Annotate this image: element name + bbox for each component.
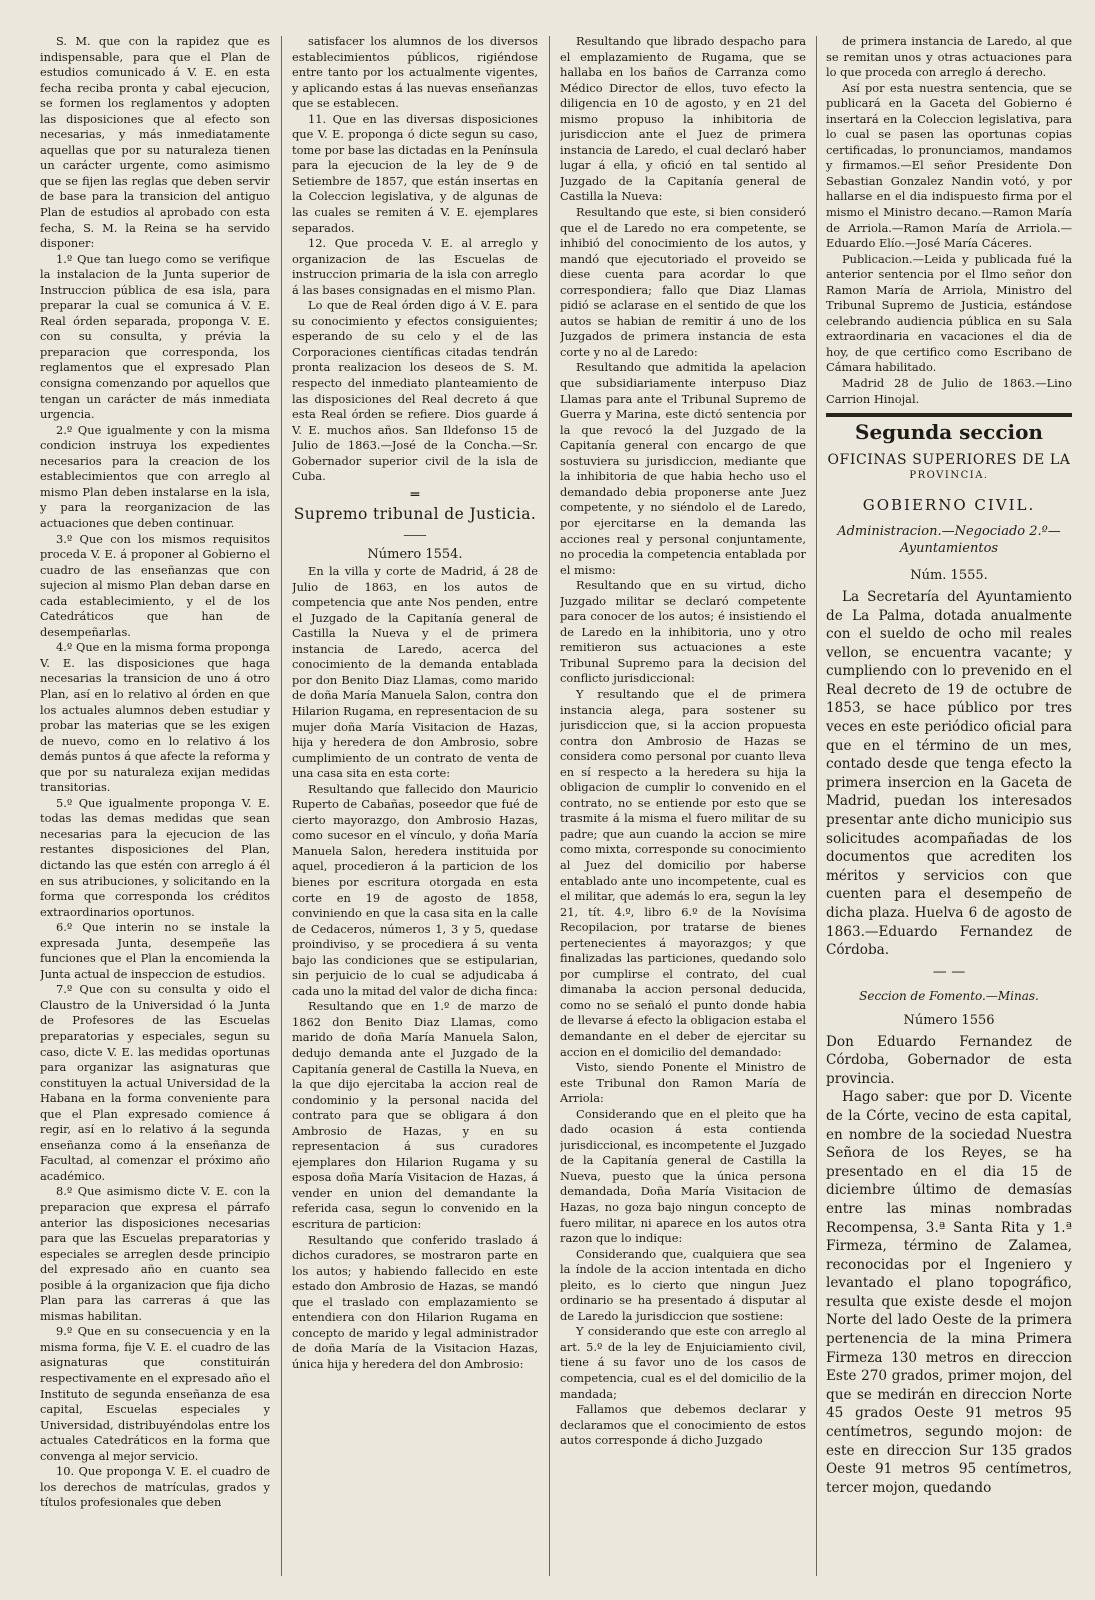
- paragraph: Fallamos que debemos declarar y declaramos que el conocimiento de estos autos corresponde á dicho Juzgado: [560, 1402, 806, 1448]
- paragraph: 2.º Que igualmente y con la misma condicion instruya los expedientes necesarios para la creacion de los establecimientos que con arreglo al mismo Plan deben instalarse en la isla, y para la reorganizacion de las actuaciones que deben continuar.: [40, 422, 270, 530]
- paragraph: Visto, siendo Ponente el Ministro de este Tribunal don Ramon María de Arriola:: [560, 1060, 806, 1106]
- paragraph: S. M. que con la rapidez que es indispensable, para que el Plan de estudios comunicado á V. E. en esta fecha reciba pronta y cabal ejecucion, se formen los reglamentos y adopten las disposiciones que al efecto son necesarias, y más inmediatamente aquellas que por su naturaleza tienen un carácter urgente, como asimismo que se fijen las reglas que deben servir de base para la transicion del antiguo Plan de estudios al aprobado con esta fecha, S. M. la Reina se ha servido disponer:: [40, 34, 270, 251]
- segunda-seccion-heading: Segunda seccion: [855, 420, 1043, 445]
- column-4: [826, 34, 1072, 1580]
- paragraph: Resultando que este, si bien consideró que el de Laredo no era competente, se inhibió del conocimiento de los autos, y mandó que ejecutoriado el proveido se diese cuenta para acordar lo que correspondiera; fallo que Diaz Llamas pidió se aclarase en el sentido de que los autos se habian de remitir á uno de los Juzgados de primera instancia de esta corte y no al de Laredo:: [560, 205, 806, 359]
- paragraph: Don Eduardo Fernandez de Córdoba, Gobernador de esta provincia.: [826, 1033, 1072, 1087]
- paragraph: Y resultando que el de primera instancia alega, para sostener su jurisdiccion que, si la accion propuesta contra don Ambrosio de Hazas se considera como personal por cuanto lleva en sí respecto a la heredera su hija la obligacion de cumplir lo convenido en el contrato, no se entiende por esto que se trasmite á la misma el fuero militar de su padre; que aun cuando la accion se mire como mixta, corresponde su conocimiento al Juez del domicilio por haberse entablado ante uno incompetente, cual es el militar, que además lo era, segun la ley 21, tít. 4.º, libro 6.º de la Novísima Recopilacion, por tratarse de bienes pertenecientes á mayorazgos; y que finalizadas las particiones, quedando solo por cumplirse el contrato, del cual dimanaba la accion personal deducida, como no se señaló el punto donde habia de llevarse á efecto la obligacion estaba el demandante en el deber de ejercitar su accion en el domicilio del demandado:: [560, 686, 806, 1059]
- column-divider: [816, 36, 817, 1576]
- paragraph: Así por esta nuestra sentencia, que se publicará en la Gaceta del Gobierno é insertará en la Coleccion legislativa, para lo cual se pasen las oportunas copias certificadas, lo pronunciamos, mandamos y firmamos.—El señor Presidente Don Sebastian Gonzalez Nandin votó, y por hallarse en el dia indispuesto firma por el mismo el Ministro decano.—Ramon María de Arriola.—Ramon María de Arriola.—Eduardo Elío.—José María Cáceres.: [826, 80, 1072, 251]
- ornament-divider: ═: [410, 486, 420, 503]
- paragraph: 8.º Que asimismo dicte V. E. con la preparacion que expresa el párrafo anterior las disposiciones necesarias para que las Escuelas preparatorias y especiales se arreglen desde principio del expresado año en cuanto sea posible á la organizacion que fija dicho Plan para las carreras á que las mismas habilitan.: [40, 1184, 270, 1323]
- section-rule: [826, 413, 1072, 417]
- column-divider: [281, 36, 282, 1576]
- paragraph: La Secretaría del Ayuntamiento de La Palma, dotada anualmente con el sueldo de ocho mil reales vellon, se encuentra vacante; y cumpliendo con lo prevenido en el Real decreto de 19 de octubre de 1853, se hace público por tres veces en este periódico oficial para que en el término de un mes, contado desde que tenga efecto la primera insercion en la Gaceta de Madrid, puedan los interesados presentar ante dicho municipio sus solicitudes acompañadas de los documentos que acrediten los méritos y servicios con que cuenten para el desempeño de dicha plaza. Huelva 6 de agosto de 1863.—Eduardo Fernandez de Córdoba.: [826, 588, 1072, 959]
- column-1: [40, 34, 270, 1580]
- paragraph: 3.º Que con los mismos requisitos proceda V. E. á proponer al Gobierno el cuadro de las enseñanzas que con sujecion al mismo Plan deban darse en cada establecimiento, y el de los Catedráticos que han de desempeñarlas.: [40, 531, 270, 639]
- column-3: [560, 34, 806, 1580]
- paragraph: 11. Que en las diversas disposiciones que V. E. proponga ó dicte segun su caso, tome por base las dictadas en la Península para la ejecucion de la ley de 9 de Setiembre de 1857, que están insertas en la Coleccion legislativa, y de algunas de las cuales se remiten á V. E. ejemplares separados.: [292, 111, 538, 235]
- section-title: Supremo tribunal de Justicia.: [293, 505, 537, 524]
- paragraph: Madrid 28 de Julio de 1863.—Lino Carrion Hinojal.: [826, 376, 1072, 406]
- document-number: Número 1556: [903, 1012, 995, 1028]
- document-number: Núm. 1555.: [910, 568, 988, 584]
- paragraph: 12. Que proceda V. E. al arreglo y organizacion de las Escuelas de instruccion primaria de la isla con arreglo á las bases consignadas en el mismo Plan.: [292, 236, 538, 297]
- column-2: [292, 34, 538, 1580]
- subsection-heading: Seccion de Fomento.—Minas.: [859, 989, 1039, 1004]
- paragraph: 4.º Que en la misma forma proponga V. E. las disposiciones que haga necesarias la transicion de uno á otro Plan, así en lo relativo al órden en que los actuales alumnos deben estudiar y probar las materias que se les exigen de nuevo, como en lo relativo á los demás puntos á que afecte la reforma y que por su naturaleza exijan medidas transitorias.: [40, 640, 270, 795]
- paragraph: Y considerando que este con arreglo al art. 5.º de la ley de Enjuiciamiento civil, tiene á su favor uno de los casos de competencia, cual es el del domicilio de la mandada;: [560, 1324, 806, 1401]
- paragraph: Resultando que en 1.º de marzo de 1862 don Benito Diaz Llamas, como marido de doña María Manuela Salon, dedujo demanda ante el Juzgado de la Capitanía general de Castilla la Nueva, en la que dijo ejercitaba la accion real de condominio y la personal nacida del contrato para que se obligara á don Ambrosio de Hazas, y en su representacion á sus curadores ejemplares don Hilarion Rugama y su esposa doña María Visitacion de Hazas, á vender en union del demandante la referida casa, segun lo convenido en la escritura de particion:: [292, 999, 538, 1232]
- column-divider: [549, 36, 550, 1576]
- gobierno-civil-heading: GOBIERNO CIVIL.: [862, 495, 1036, 514]
- paragraph: Lo que de Real órden digo á V. E. para su conocimiento y efectos consiguientes; esperando de su celo y el de las Corporaciones científicas citadas tendrán pronta realizacion los deseos de S. M. respecto del inmediato planteamiento de las disposiciones del Real decreto á que esta Real órden se refiere. Dios guarde á V. E. muchos años. San Ildefonso 15 de Julio de 1863.—José de la Concha.—Sr. Gobernador superior civil de la isla de Cuba.: [292, 298, 538, 484]
- ornament-divider: — —: [932, 963, 966, 980]
- paragraph: 5.º Que igualmente proponga V. E. todas las demas medidas que sean necesarias para la ejecucion de las restantes disposiciones del Plan, dictando las que estén con arreglo á él en sus atribuciones, y solicitando en la forma que corresponda los créditos extraordinarios oportunos.: [40, 795, 270, 919]
- paragraph: Considerando que en el pleito que ha dado ocasion á esta contienda jurisdiccional, es incompetente el Juzgado de la Capitanía general de Castilla la Nueva, puesto que la única persona demandada, Doña María Visitacion de Hazas, no goza bajo ningun concepto de fuero militar, ni aparece en los autos otra razon que lo indique:: [560, 1106, 806, 1246]
- paragraph: 1.º Que tan luego como se verifique la instalacion de la Junta superior de Instruccion pública de esa isla, para preparar la cual se comunica á V. E. Real órden separada, proponga V. E. con su consulta, y prévia la preparacion que corresponda, los reglamentos que el expresado Plan consigna comenzando por aquellos que tengan un carácter de más inmediata urgencia.: [40, 251, 270, 422]
- paragraph: 10. Que proponga V. E. el cuadro de los derechos de matrículas, grados y títulos profesionales que deben: [40, 1464, 270, 1510]
- document-number: Número 1554.: [367, 546, 463, 562]
- oficinas-heading: OFICINAS SUPERIORES DE LA: [827, 451, 1071, 468]
- paragraph: 6.º Que interin no se instale la expresada Junta, desempeñe las funciones que el Plan la encomienda la Junta actual de inspeccion de estudios.: [40, 920, 270, 981]
- paragraph: Considerando que, cualquiera que sea la índole de la accion intentada en dicho pleito, es lo cierto que ningun Juez ordinario se ha presentado á disputar al de Laredo la jurisdiccion que sostiene:: [560, 1246, 806, 1323]
- paragraph: satisfacer los alumnos de los diversos establecimientos públicos, rigiéndose entre tanto por los actualmente vigentes, y aplicando estas á las nuevas enseñanzas que se establecen.: [292, 34, 538, 111]
- paragraph: 7.º Que con su consulta y oido el Claustro de la Universidad ó la Junta de Profesores de las Escuelas preparatorias y especiales, segun su caso, dicte V. E. las medidas oportunas para organizar las asignaturas que constituyen la actual Universidad de la Habana en la forma conveniente para que el Plan expresado comience á regir, así en lo relativo á la segunda enseñanza como á la enseñanza de Facultad, al comenzar el próximo año académico.: [40, 982, 270, 1183]
- paragraph: Resultando que admitida la apelacion que subsidiariamente interpuso Diaz Llamas para ante el Tribunal Supremo de Guerra y Marina, este dictó sentencia por la que revocó la del Juzgado de la Capitanía general con encargo de que sostuviera su jurisdiccion, mediante que la inhibitoria de que habia hecho uso el demandado debia proponerse ante Juez competente, y no siéndolo el de Laredo, por ejercitarse en la demanda las acciones real y personal conjuntamente, no procedia la competencia entablada por el mismo:: [560, 360, 806, 577]
- paragraph: Hago saber: que por D. Vicente de la Córte, vecino de esta capital, en nombre de la sociedad Nuestra Señora de los Reyes, se ha presentado en el dia 15 de diciembre último de demasías entre las minas nombradas Recompensa, 3.ª Santa Rita y 1.ª Firmeza, término de Zalamea, reconocidas por el Ingeniero y levantado el plano topográfico, resulta que existe desde el mojon Norte del lado Oeste de la primera pertenencia de la mina Primera Firmeza 130 metros en direccion Este 270 grados, primer mojon, del que se medirán en direccion Norte 45 grados Oeste 91 metros 95 centímetros, segundo mojon: de este en direccion Sur 135 grados Oeste 91 metros 95 centímetros, tercer mojon, quedando: [826, 1089, 1072, 1496]
- paragraph: Resultando que en su virtud, dicho Juzgado militar se declaró competente para conocer de los autos; é insistiendo el de Laredo en la inhibitoria, uno y otro remitieron sus actuaciones a este Tribunal Supremo para la decision del conflicto jurisdiccional:: [560, 578, 806, 686]
- provincia-heading: PROVINCIA.: [909, 470, 989, 482]
- paragraph: Resultando que fallecido don Mauricio Ruperto de Cabañas, poseedor que fué de cierto mayorazgo, don Ambrosio Hazas, como sucesor en el vínculo, y doña María Manuela Salon, heredera instituida por aquel, procedieron á la particion de los bienes por escritura otorgada en esta corte en 19 de agosto de 1858, conviniendo en que la casa sita en la calle de Cedaceros, números 1, 3 y 5, quedase proindiviso, y se procediera á su venta bajo las condiciones que se estipularian, sin perjuicio de lo cual se adjudicaba á cada uno la mitad del valor de dicha finca:: [292, 781, 538, 998]
- paragraph: 9.º Que en su consecuencia y en la misma forma, fije V. E. el cuadro de las asignaturas que constituirán respectivamente en el expresado año el Instituto de segunda enseñanza de esa capital, Escuelas especiales y Universidad, distribuyéndolas entre los actuales Catedráticos en la forma que convenga al mejor servicio.: [40, 1324, 270, 1463]
- paragraph: En la villa y corte de Madrid, á 28 de Julio de 1863, en los autos de competencia que ante Nos penden, entre el Juzgado de la Capitanía general de Castilla la Nueva y el de primera instancia de Laredo, acerca del conocimiento de la demanda entablada por don Benito Diaz Llamas, como marido de doña María Manuela Salon, contra don Hilarion Rugama, en representacion de su mujer doña María Visitacion de Hazas, hija y heredera de don Ambrosio, sobre cumplimiento de un contrato de venta de una casa sita en esta corte:: [292, 564, 538, 781]
- subsection-heading: Administracion.—Negociado 2.º—Ayuntamientos: [837, 524, 1061, 557]
- paragraph: Resultando que librado despacho para el emplazamiento de Rugama, que se hallaba en los baños de Carranza como Médico Director de ellos, tuvo efecto la diligencia en 10 de agosto, y en 21 del mismo propuso la inhibitoria de jurisdiccion ante el Juez de primera instancia de Laredo, el cual declaró haber lugar á ella, y ofició en tal sentido al Juzgado de la Capitanía general de Castilla la Nueva:: [560, 34, 806, 204]
- ornament-divider: ⸺: [403, 526, 427, 543]
- paragraph: de primera instancia de Laredo, al que se remitan unos y otras actuaciones para lo que proceda con arreglo á derecho.: [826, 34, 1072, 80]
- paragraph: Resultando que conferido traslado á dichos curadores, se mostraron parte en los autos; y habiendo fallecido en este estado don Ambrosio de Hazas, se mandó que el traslado con emplazamiento se entendiera con don Hilarion Rugama en concepto de marido y legal administrador de doña María de la Visitacion Hazas, única hija y heredera del don Ambrosio:: [292, 1232, 538, 1371]
- paragraph: Publicacion.—Leida y publicada fué la anterior sentencia por el Ilmo señor don Ramon María de Arriola, Ministro del Tribunal Supremo de Justicia, estándose celebrando audiencia pública en su Sala extraordinaria en vacaciones el dia de hoy, de que certifico como Escribano de Cámara habilitado.: [826, 251, 1072, 375]
